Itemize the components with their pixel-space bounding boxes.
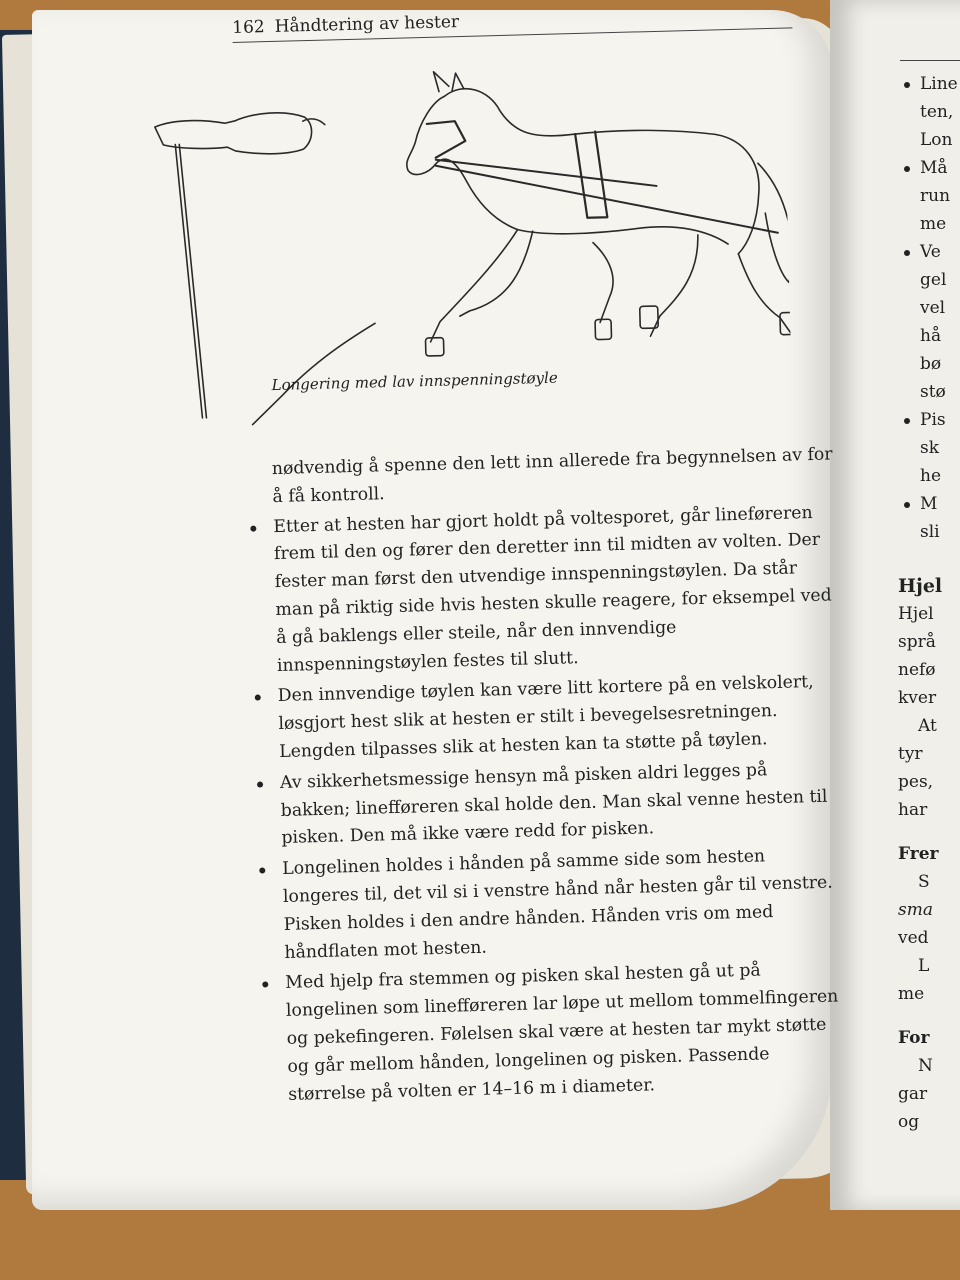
right-para-line: sma — [898, 900, 933, 920]
body-text — [243, 441, 850, 1110]
lunging-illustration — [133, 33, 793, 430]
right-page-header-rule — [900, 60, 960, 61]
right-fragment: me — [920, 214, 947, 234]
right-para-line: L — [918, 956, 930, 976]
right-para-line: har — [898, 800, 928, 820]
right-para-line: gar — [898, 1084, 928, 1104]
list-item: Av sikkerhetsmessige hensyn må pisken aldri legges på bakken; linefføreren skal holde den. Man skal venne hesten til pisken. Den må ikke være redd for pisken. — [252, 755, 844, 854]
right-para-line: tyr — [898, 744, 923, 764]
list-item: Med hjelp fra stemmen og pisken skal hesten gå ut på longelinen som linefføreren lar løpe ut mellom tommelfingeren og pekefingeren. Følelsen skal være at hesten tar mykt støtte og går mellom hånden, longelinen og pisken. Passende størrelse på volten er 14–16 m i diameter. — [257, 956, 850, 1110]
right-page-content — [898, 70, 960, 1136]
right-fragment: vel — [920, 298, 946, 318]
right-fragment: ten, — [920, 102, 954, 122]
right-para-line: kver — [898, 688, 937, 708]
right-heading: Hjel — [898, 575, 943, 597]
header-title: Håndtering av hester — [274, 12, 460, 37]
right-para-line: ved — [898, 928, 929, 948]
right-fragment: Pis — [898, 406, 960, 434]
right-para-line: me — [898, 984, 925, 1004]
list-item: Den innvendige tøylen kan være litt kortere på en velskolert, løsgjort hest slik at hesten er stilt i bevegelsesretningen. Lengden tilpasses slik at hesten kan ta støtte på tøylen. — [249, 669, 841, 768]
right-fragment: hå — [920, 326, 942, 346]
right-para-line: At — [918, 716, 937, 736]
right-fragment: stø — [920, 382, 946, 402]
right-fragment: Må — [898, 154, 960, 182]
right-fragment: Lon — [920, 130, 953, 150]
right-fragment: sli — [920, 522, 940, 542]
right-fragment: M — [898, 490, 960, 518]
right-para-line: Hjel — [898, 604, 934, 624]
right-para-line: N — [918, 1056, 933, 1076]
right-para-line: pes, — [898, 772, 934, 792]
running-header — [232, 3, 822, 38]
right-para-line: nefø — [898, 660, 936, 680]
right-fragment: run — [920, 186, 951, 206]
right-subheading: For — [898, 1028, 930, 1048]
right-fragment: he — [920, 466, 942, 486]
right-fragment: bø — [920, 354, 942, 374]
right-fragment: gel — [920, 270, 947, 290]
right-para-line: språ — [898, 632, 936, 652]
figure-caption: Longering med lav innspenningstøyle — [271, 368, 558, 395]
right-para-line: S — [918, 872, 930, 892]
right-fragment: Ve — [898, 238, 960, 266]
right-fragment: Line — [898, 70, 960, 98]
list-item: Etter at hesten har gjort holdt på voltesporet, går lineføreren frem til den og fører den deretter inn til midten av volten. Der fester man først den utvendige innspenningstøylen. Da står man på riktig side hvis hesten skulle reagere, for eksempel ved å gå baklengs eller steile, når den innvendige innspenningstøylen festes til slutt. — [245, 499, 839, 681]
left-page-content — [232, 3, 850, 1113]
lead-paragraph: nødvendig å spenne den lett inn allerede fra begynnelsen av for å få kontroll. — [271, 444, 833, 507]
list-item: Longelinen holdes i hånden på samme side som hesten longeres til, det vil si i venstre hånd når hesten går til venstre. Pisken holdes i den andre hånden. Hånden vris om med håndflaten mot hesten. — [254, 841, 847, 968]
bullet-list — [245, 499, 850, 1110]
right-para-line: og — [898, 1112, 920, 1132]
page-number: 162 — [232, 17, 265, 38]
right-subheading: Frer — [898, 844, 939, 864]
right-fragment: sk — [920, 438, 940, 458]
horse-lunging-drawing — [133, 33, 793, 430]
